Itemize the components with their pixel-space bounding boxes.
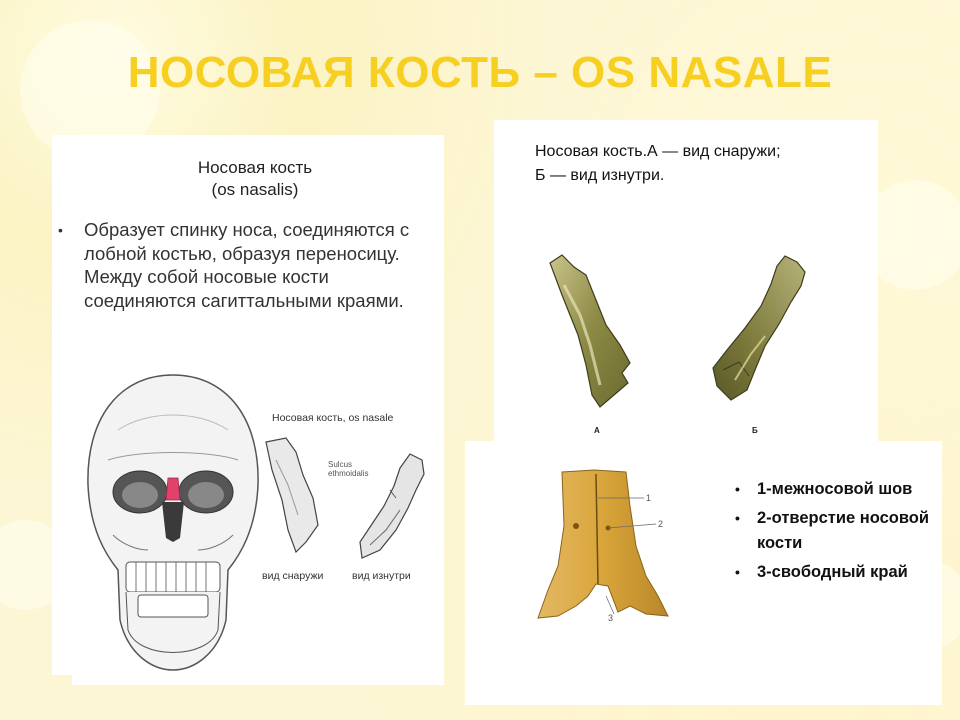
list-item-text: 1-межносовой шов	[757, 480, 913, 498]
list-item	[735, 506, 935, 556]
nasal-bone-outside-small	[258, 430, 338, 555]
heading-line-1: Носовая кость	[197, 158, 313, 177]
list-item-text: 2-отверстие носовой кости	[757, 509, 929, 552]
marker-1: 1	[646, 493, 652, 503]
nasal-bone-outside-view	[540, 245, 640, 415]
marker-3: 3	[608, 613, 614, 623]
nasal-bone-inside-small	[350, 450, 430, 565]
list-item	[735, 560, 935, 585]
slide-title: НОСОВАЯ КОСТЬ – OS NASALE	[127, 48, 833, 97]
label-b: Б	[752, 426, 758, 435]
caption-line-2: Б — вид изнутри.	[535, 167, 665, 184]
left-bullet-text: Образует спинку носа, соединяются с лобной костью, образуя переносицу. Между собой носовые кости соединяются сагиттальными краями.	[84, 219, 410, 311]
sulcus-label-line-1: Sulcus	[328, 460, 353, 469]
figure-label: Носовая кость, os nasale	[272, 412, 394, 424]
sulcus-label-line-2: ethmoidalis	[328, 469, 369, 478]
caption-line-1: Носовая кость.А — вид снаружи;	[535, 143, 781, 160]
nasal-bone-inside-view	[705, 250, 815, 410]
view-outside-label: вид снаружи	[262, 570, 324, 582]
bullet-dot: •	[735, 564, 740, 580]
top-right-caption	[535, 140, 865, 188]
marker-2: 2	[658, 519, 664, 529]
structure-list	[735, 477, 935, 589]
nasal-bone-highlight	[166, 478, 180, 500]
skull-illustration	[78, 370, 268, 675]
nasal-bones-pair-illustration	[518, 466, 688, 636]
list-item	[735, 477, 935, 502]
bullet-dot: •	[735, 510, 740, 526]
heading-line-2: (os nasalis)	[211, 180, 299, 199]
label-a: А	[594, 426, 600, 435]
view-inside-label: вид изнутри	[352, 570, 411, 582]
bullet-dot: •	[58, 222, 63, 238]
left-panel-heading	[105, 157, 405, 201]
bullet-dot: •	[735, 481, 740, 497]
list-item-text: 3-свободный край	[757, 563, 908, 581]
